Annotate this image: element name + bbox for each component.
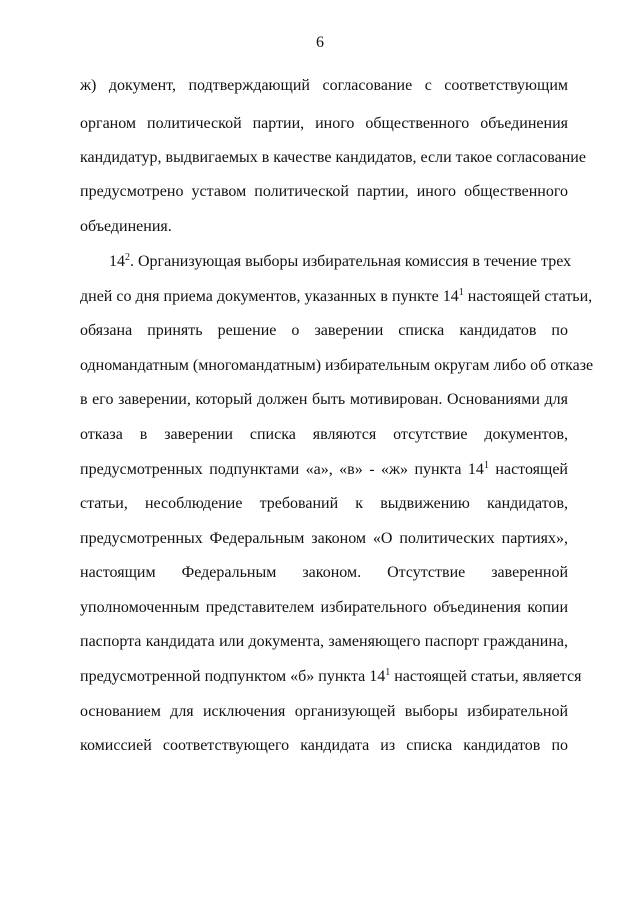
reference-superscript: 1 (483, 460, 489, 471)
text-line: органом политической партии, иного общественного объединения (80, 115, 568, 132)
text-line: предусмотренных Федеральным законом «О политических партиях», (80, 530, 568, 547)
text-line: основанием для исключения организующей выборы избирательной (80, 703, 568, 720)
text-line: обязана принять решение о заверении списка кандидатов по (80, 322, 568, 339)
text-line (80, 667, 582, 687)
text-line: объединения. (80, 218, 172, 235)
text-line (80, 460, 568, 480)
text-segment: настоящей (488, 461, 568, 478)
clause-number: 14 (109, 253, 125, 270)
text-line: в его заверении, который должен быть мотивирован. Основаниями для (80, 391, 568, 408)
text-line: настоящим Федеральным законом. Отсутствие заверенной (80, 564, 568, 581)
text-segment: настоящей статьи, (463, 288, 593, 305)
text-line: статьи, несоблюдение требований к выдвижению кандидатов, (80, 495, 568, 512)
text-line: одномандатным (многомандатным) избирательным округам либо об отказе (80, 357, 594, 374)
text-line (80, 287, 593, 307)
text-line: комиссией соответствующего кандидата из списка кандидатов по (80, 737, 568, 754)
text-segment: настоящей статьи, является (390, 668, 582, 685)
text-segment: предусмотренных подпунктами «а», «в» - «ж» пункта 14 (80, 461, 484, 478)
text-line: отказа в заверении списка являются отсутствие документов, (80, 426, 568, 443)
text-segment: дней со дня приема документов, указанных в пункте 14 (80, 288, 459, 305)
reference-superscript: 1 (458, 287, 464, 298)
text-segment: . Организующая выборы избирательная комиссия в течение трех (130, 253, 572, 270)
text-line: ж) документ, подтверждающий согласование с соответствующим (80, 77, 568, 94)
clause-superscript: 2 (125, 252, 130, 263)
reference-superscript: 1 (385, 667, 391, 678)
page-number: 6 (316, 34, 324, 51)
text-line: уполномоченным представителем избирательного объединения копии (80, 599, 568, 616)
text-line (109, 252, 572, 272)
text-line: паспорта кандидата или документа, заменяющего паспорт гражданина, (80, 633, 568, 650)
text-line: предусмотрено уставом политической партии, иного общественного (80, 183, 568, 200)
text-segment: предусмотренной подпунктом «б» пункта 14 (80, 668, 386, 685)
text-line: кандидатур, выдвигаемых в качестве кандидатов, если такое согласование (80, 149, 586, 166)
